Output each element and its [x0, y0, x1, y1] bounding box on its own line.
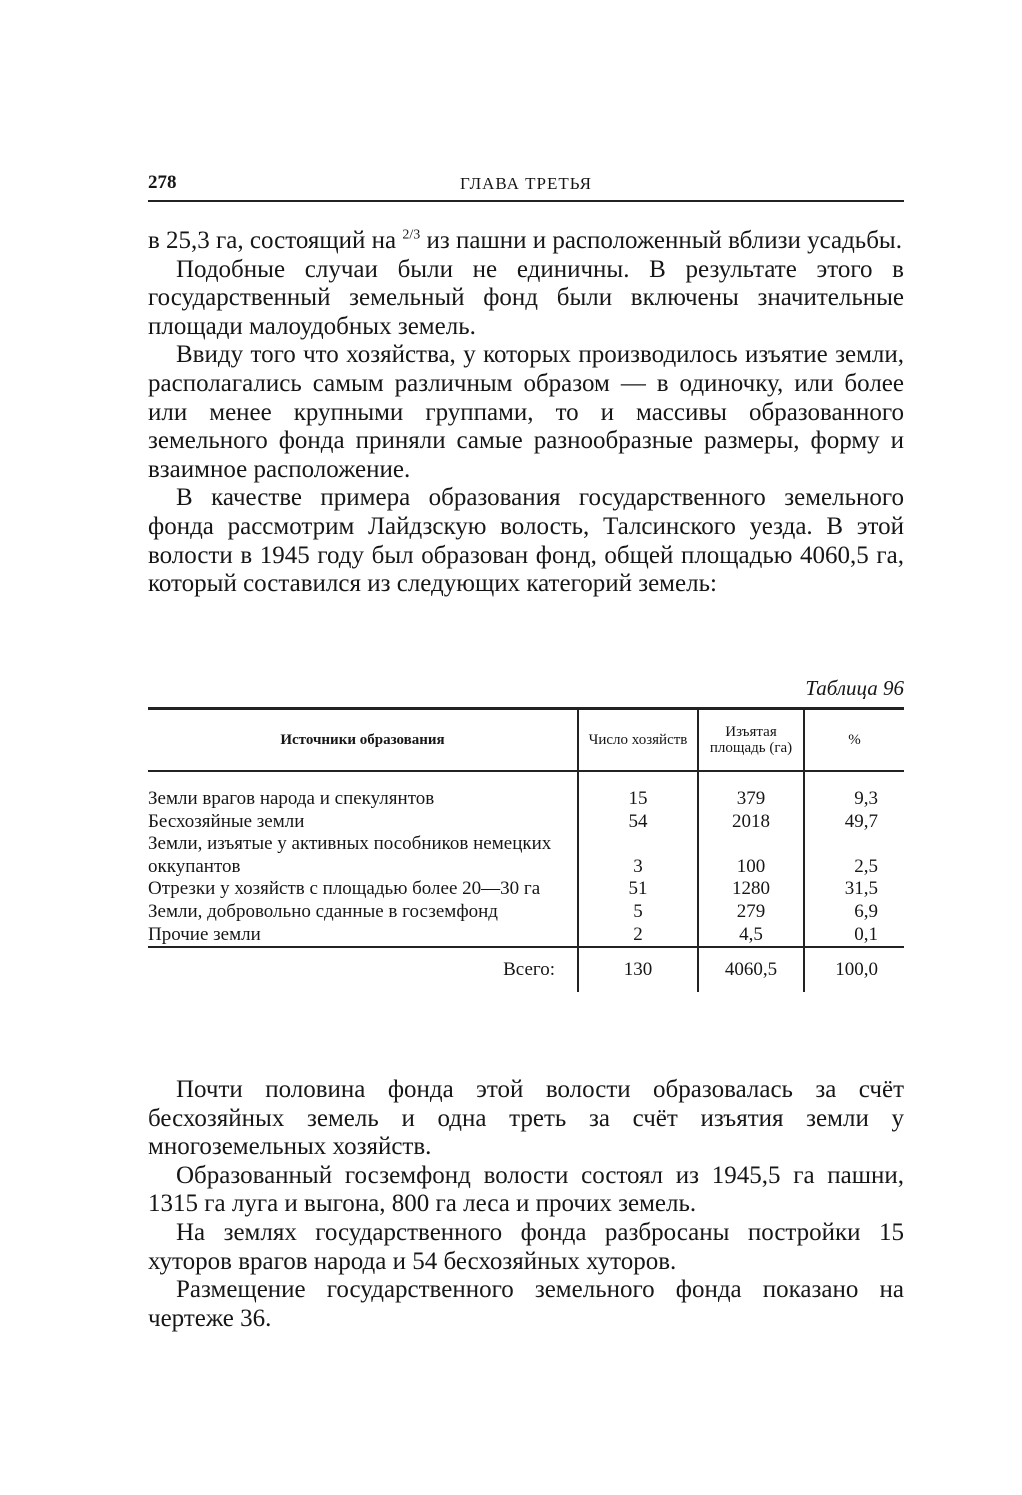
row-area: 379	[698, 788, 804, 811]
table-row	[148, 924, 904, 948]
row-area: 2018	[698, 811, 804, 834]
body-text-bottom	[148, 1076, 904, 1333]
row-area: 4,5	[698, 924, 804, 948]
paragraph-2: Подобные случаи были не единичны. В результате этого в государственный земельный фонд были включены значительные площади малоудобных земель.	[148, 255, 904, 340]
row-households: 51	[578, 878, 698, 901]
total-area: 4060,5	[698, 947, 804, 992]
row-households: 3	[578, 833, 698, 878]
row-source: Отрезки у хозяйств с площадью более 20—30 га	[148, 878, 541, 900]
row-households: 15	[578, 788, 698, 811]
table-row	[148, 878, 904, 901]
land-fund-table	[148, 707, 904, 992]
row-source: Земли, добровольно сданные в госземфонд	[148, 900, 498, 922]
row-source: Земли врагов народа и спекулянтов	[148, 788, 435, 809]
page-number: 278	[148, 172, 177, 193]
table-total-row	[148, 947, 904, 992]
paragraph-8: Размещение государственного земельного фонда показано на чертеже 36.	[148, 1276, 904, 1332]
row-percent: 2,5	[804, 833, 904, 878]
row-percent: 6,9	[804, 901, 904, 924]
row-area: 100	[698, 833, 804, 878]
paragraph-3: Ввиду того что хозяйства, у которых производилось изъятие земли, располагались самым различным образом — в одиночку, или более или менее крупными группами, то и массивы образованного земельного фонда приняли самые разнообразные размеры, форму и взаимное расположение.	[148, 341, 904, 483]
header-source: Источники образования	[148, 709, 578, 772]
table-row	[148, 788, 904, 811]
header-households: Число хозяйств	[578, 709, 698, 772]
row-percent: 49,7	[804, 811, 904, 834]
paragraph-6: Образованный госземфонд волости состоял из 1945,5 га пашни, 1315 га луга и выгона, 800 га леса и прочих земель.	[148, 1161, 904, 1218]
table-caption: Таблица 96	[805, 676, 904, 700]
total-label: Всего:	[148, 947, 578, 992]
row-area: 279	[698, 901, 804, 924]
body-text-top	[148, 227, 904, 599]
page-header	[148, 170, 904, 202]
total-households: 130	[578, 947, 698, 992]
row-source: Земли, изъятые у активных пособников немецких оккупантов	[148, 833, 552, 877]
total-percent: 100,0	[804, 947, 904, 992]
row-source: Бесхозяйные земли	[148, 810, 305, 832]
fraction-superscript: 2/3	[402, 227, 421, 243]
row-households: 54	[578, 811, 698, 834]
paragraph-4: В качестве примера образования государственного земельного фонда рассмотрим Лайдзскую волость, Талсинского уезда. В этой волости в 1945 году был образован фонд, общей площадью 4060,5 га, который составился из следующих категорий земель:	[148, 484, 904, 598]
row-households: 5	[578, 901, 698, 924]
header-area: Изъятая площадь (га)	[698, 709, 804, 772]
row-percent: 9,3	[804, 788, 904, 811]
paragraph-7: На землях государственного фонда разбросаны постройки 15 хуторов врагов народа и 54 бесхозяйных хуторов.	[148, 1218, 904, 1275]
row-source: Прочие земли	[148, 923, 261, 945]
header-percent: %	[804, 709, 904, 772]
row-percent: 31,5	[804, 878, 904, 901]
table-header-row	[148, 709, 904, 772]
running-title: ГЛАВА ТРЕТЬЯ	[460, 174, 592, 193]
row-area: 1280	[698, 878, 804, 901]
table-row	[148, 901, 904, 924]
paragraph-1	[148, 227, 904, 256]
paragraph-1-part-a: в 25,3 га, состоящий на	[148, 227, 397, 254]
paragraph-1-part-b: из пашни и расположенный вблизи усадьбы.	[426, 227, 902, 254]
table-row	[148, 833, 904, 878]
paragraph-5: Почти половина фонда этой волости образовалась за счёт бесхозяйных земель и одна треть за счёт изъятия земли у многоземельных хозяйств.	[148, 1076, 904, 1161]
row-households: 2	[578, 924, 698, 948]
row-percent: 0,1	[804, 924, 904, 948]
table-row	[148, 811, 904, 834]
